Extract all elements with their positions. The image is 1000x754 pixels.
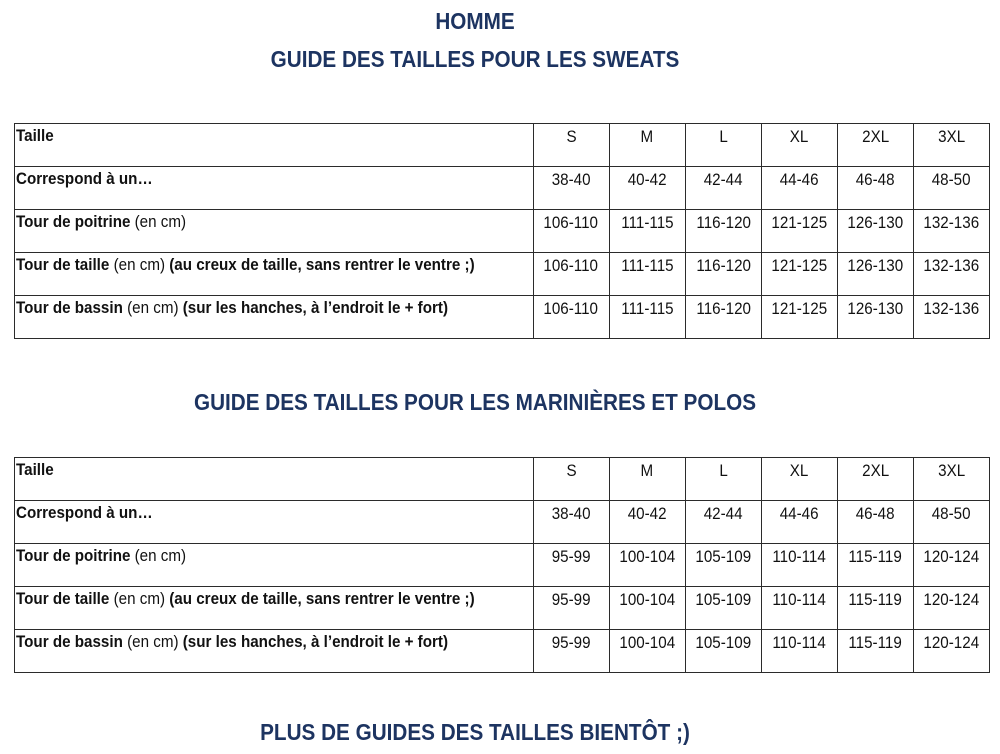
size-value-cell xyxy=(837,587,913,630)
size-value: 95-99 xyxy=(551,548,591,566)
size-value: 42-44 xyxy=(703,505,743,523)
size-value-cell xyxy=(837,544,913,587)
size-value-cell xyxy=(533,544,609,587)
row-label xyxy=(16,127,54,146)
size-value: 111-115 xyxy=(620,257,674,275)
size-value: 132-136 xyxy=(923,214,980,232)
row-label xyxy=(16,299,448,318)
size-value: 111-115 xyxy=(620,214,674,232)
size-value: 116-120 xyxy=(695,257,751,275)
row-label-cell xyxy=(15,296,534,339)
size-value: 44-46 xyxy=(779,505,819,523)
size-value: 116-120 xyxy=(695,214,751,232)
size-value-cell xyxy=(685,296,761,339)
row-label-unit: (en cm) xyxy=(130,213,187,231)
row-label-note: (au creux de taille, sans rentrer le ventre ;) xyxy=(169,256,475,274)
size-value-cell xyxy=(609,253,685,296)
row-label xyxy=(16,547,186,566)
size-value-cell xyxy=(609,587,685,630)
size-value-cell xyxy=(685,124,761,167)
row-label-note: (sur les hanches, à l’endroit le + fort) xyxy=(182,299,449,317)
size-value: 40-42 xyxy=(627,505,667,523)
table-row xyxy=(15,587,990,630)
size-value-cell xyxy=(533,587,609,630)
size-value: 46-48 xyxy=(855,171,895,189)
size-value-cell xyxy=(913,458,989,501)
size-value: 121-125 xyxy=(771,214,828,232)
size-value: 3XL xyxy=(937,462,965,480)
row-label xyxy=(16,633,448,652)
table-row xyxy=(15,253,990,296)
size-value-cell xyxy=(761,630,837,673)
row-label-bold: Tour de poitrine xyxy=(16,213,131,231)
size-value: L xyxy=(718,462,728,480)
size-value-cell xyxy=(837,296,913,339)
size-value: 106-110 xyxy=(543,300,599,318)
size-value: 2XL xyxy=(861,462,889,480)
size-value-cell xyxy=(913,210,989,253)
table-row xyxy=(15,296,990,339)
row-label-bold: Correspond à un… xyxy=(16,170,153,188)
size-value-cell xyxy=(761,587,837,630)
table-row xyxy=(15,458,990,501)
size-value: 2XL xyxy=(861,128,889,146)
row-label-cell xyxy=(15,544,534,587)
size-value: 100-104 xyxy=(619,591,675,609)
row-label-bold: Tour de taille xyxy=(16,256,110,274)
row-label-unit: (en cm) xyxy=(109,256,170,274)
size-value: XL xyxy=(789,128,809,146)
row-label-unit: (en cm) xyxy=(122,633,183,651)
size-value: L xyxy=(718,128,728,146)
size-value: 46-48 xyxy=(855,505,895,523)
marinieres-heading: GUIDE DES TAILLES POUR LES MARINIÈRES ET POLOS xyxy=(193,389,757,415)
size-value: S xyxy=(565,462,577,480)
footer-heading: PLUS DE GUIDES DES TAILLES BIENTÔT ;) xyxy=(260,719,690,745)
size-value: 42-44 xyxy=(703,171,743,189)
size-value-cell xyxy=(685,210,761,253)
size-value: 126-130 xyxy=(847,214,904,232)
row-label-unit: (en cm) xyxy=(109,590,170,608)
size-value-cell xyxy=(533,253,609,296)
size-value-cell xyxy=(761,167,837,210)
size-value-cell xyxy=(761,296,837,339)
size-value: S xyxy=(565,128,577,146)
row-label-bold: Taille xyxy=(16,127,54,145)
row-label-cell xyxy=(15,167,534,210)
size-value: 120-124 xyxy=(923,548,980,566)
size-value: 106-110 xyxy=(543,214,599,232)
row-label xyxy=(16,504,153,523)
size-value-cell xyxy=(685,458,761,501)
size-value: 116-120 xyxy=(695,300,751,318)
row-label-bold: Tour de poitrine xyxy=(16,547,131,565)
size-value: 115-119 xyxy=(848,591,903,609)
size-value-cell xyxy=(837,167,913,210)
row-label xyxy=(16,213,186,232)
size-value-cell xyxy=(685,587,761,630)
size-value: 100-104 xyxy=(619,634,675,652)
size-value-cell xyxy=(837,210,913,253)
size-value-cell xyxy=(837,458,913,501)
size-value-cell xyxy=(533,124,609,167)
size-value: 110-114 xyxy=(772,634,826,652)
table-row xyxy=(15,124,990,167)
size-value: 3XL xyxy=(937,128,965,146)
size-value: 105-109 xyxy=(695,591,752,609)
row-label-cell xyxy=(15,124,534,167)
size-value: 132-136 xyxy=(923,300,980,318)
size-value: XL xyxy=(789,462,809,480)
size-value-cell xyxy=(533,210,609,253)
size-value-cell xyxy=(913,501,989,544)
size-value-cell xyxy=(609,501,685,544)
row-label-bold: Tour de bassin xyxy=(16,633,123,651)
size-value: 120-124 xyxy=(923,591,980,609)
size-value: 95-99 xyxy=(551,591,591,609)
size-value: M xyxy=(640,128,654,146)
row-label xyxy=(16,461,54,480)
sweats-heading: GUIDE DES TAILLES POUR LES SWEATS xyxy=(270,46,680,72)
size-value: 120-124 xyxy=(923,634,980,652)
size-value: 105-109 xyxy=(695,634,752,652)
row-label-bold: Tour de bassin xyxy=(16,299,123,317)
row-label-bold: Taille xyxy=(16,461,54,479)
table-row xyxy=(15,630,990,673)
size-value-cell xyxy=(685,253,761,296)
size-value: 38-40 xyxy=(551,505,591,523)
row-label xyxy=(16,170,153,189)
size-value-cell xyxy=(609,630,685,673)
row-label-cell xyxy=(15,458,534,501)
row-label-cell xyxy=(15,253,534,296)
size-value-cell xyxy=(761,501,837,544)
size-value: M xyxy=(640,462,654,480)
size-value: 38-40 xyxy=(551,171,591,189)
size-value: 132-136 xyxy=(923,257,980,275)
size-value-cell xyxy=(761,124,837,167)
size-value: 40-42 xyxy=(627,171,667,189)
size-value-cell xyxy=(837,630,913,673)
row-label-note: (sur les hanches, à l’endroit le + fort) xyxy=(182,633,449,651)
size-value-cell xyxy=(837,124,913,167)
row-label xyxy=(16,590,475,609)
size-value-cell xyxy=(913,630,989,673)
size-value: 111-115 xyxy=(620,300,674,318)
size-value-cell xyxy=(533,296,609,339)
row-label-note: (au creux de taille, sans rentrer le ventre ;) xyxy=(169,590,475,608)
size-value-cell xyxy=(685,630,761,673)
size-value: 100-104 xyxy=(619,548,675,566)
row-label-cell xyxy=(15,587,534,630)
size-value-cell xyxy=(761,253,837,296)
size-value-cell xyxy=(913,587,989,630)
size-value: 105-109 xyxy=(695,548,752,566)
size-value-cell xyxy=(761,210,837,253)
table-row xyxy=(15,210,990,253)
size-value-cell xyxy=(761,458,837,501)
size-value-cell xyxy=(609,210,685,253)
table-row xyxy=(15,167,990,210)
size-value: 126-130 xyxy=(847,300,904,318)
size-value-cell xyxy=(533,501,609,544)
row-label-bold: Tour de taille xyxy=(16,590,110,608)
size-value-cell xyxy=(685,501,761,544)
size-value-cell xyxy=(609,124,685,167)
size-value: 115-119 xyxy=(848,548,903,566)
size-value-cell xyxy=(685,544,761,587)
size-value-cell xyxy=(609,296,685,339)
size-value: 110-114 xyxy=(772,548,826,566)
sweats-size-table xyxy=(14,123,990,339)
size-value: 115-119 xyxy=(848,634,903,652)
size-value: 48-50 xyxy=(932,505,971,523)
page-title: HOMME xyxy=(435,8,515,34)
size-value: 126-130 xyxy=(847,257,904,275)
marinieres-table-body xyxy=(15,458,990,673)
size-value-cell xyxy=(685,167,761,210)
size-value-cell xyxy=(913,167,989,210)
size-value-cell xyxy=(609,458,685,501)
size-value-cell xyxy=(837,253,913,296)
row-label-cell xyxy=(15,630,534,673)
size-value-cell xyxy=(761,544,837,587)
size-value-cell xyxy=(533,167,609,210)
size-value: 121-125 xyxy=(771,257,828,275)
size-value-cell xyxy=(913,296,989,339)
row-label xyxy=(16,256,475,275)
table-row xyxy=(15,501,990,544)
size-value: 106-110 xyxy=(543,257,599,275)
row-label-cell xyxy=(15,501,534,544)
marinieres-size-table xyxy=(14,457,990,673)
size-value: 48-50 xyxy=(932,171,971,189)
table-row xyxy=(15,544,990,587)
size-value-cell xyxy=(609,544,685,587)
size-value-cell xyxy=(913,253,989,296)
size-value: 95-99 xyxy=(551,634,591,652)
size-value: 44-46 xyxy=(779,171,819,189)
size-value-cell xyxy=(533,458,609,501)
row-label-cell xyxy=(15,210,534,253)
size-value-cell xyxy=(837,501,913,544)
size-value-cell xyxy=(533,630,609,673)
row-label-bold: Correspond à un… xyxy=(16,504,153,522)
size-value: 121-125 xyxy=(771,300,828,318)
row-label-unit: (en cm) xyxy=(122,299,183,317)
size-value-cell xyxy=(609,167,685,210)
size-value: 110-114 xyxy=(772,591,826,609)
row-label-unit: (en cm) xyxy=(130,547,187,565)
sweats-table-body xyxy=(15,124,990,339)
size-value-cell xyxy=(913,544,989,587)
size-value-cell xyxy=(913,124,989,167)
